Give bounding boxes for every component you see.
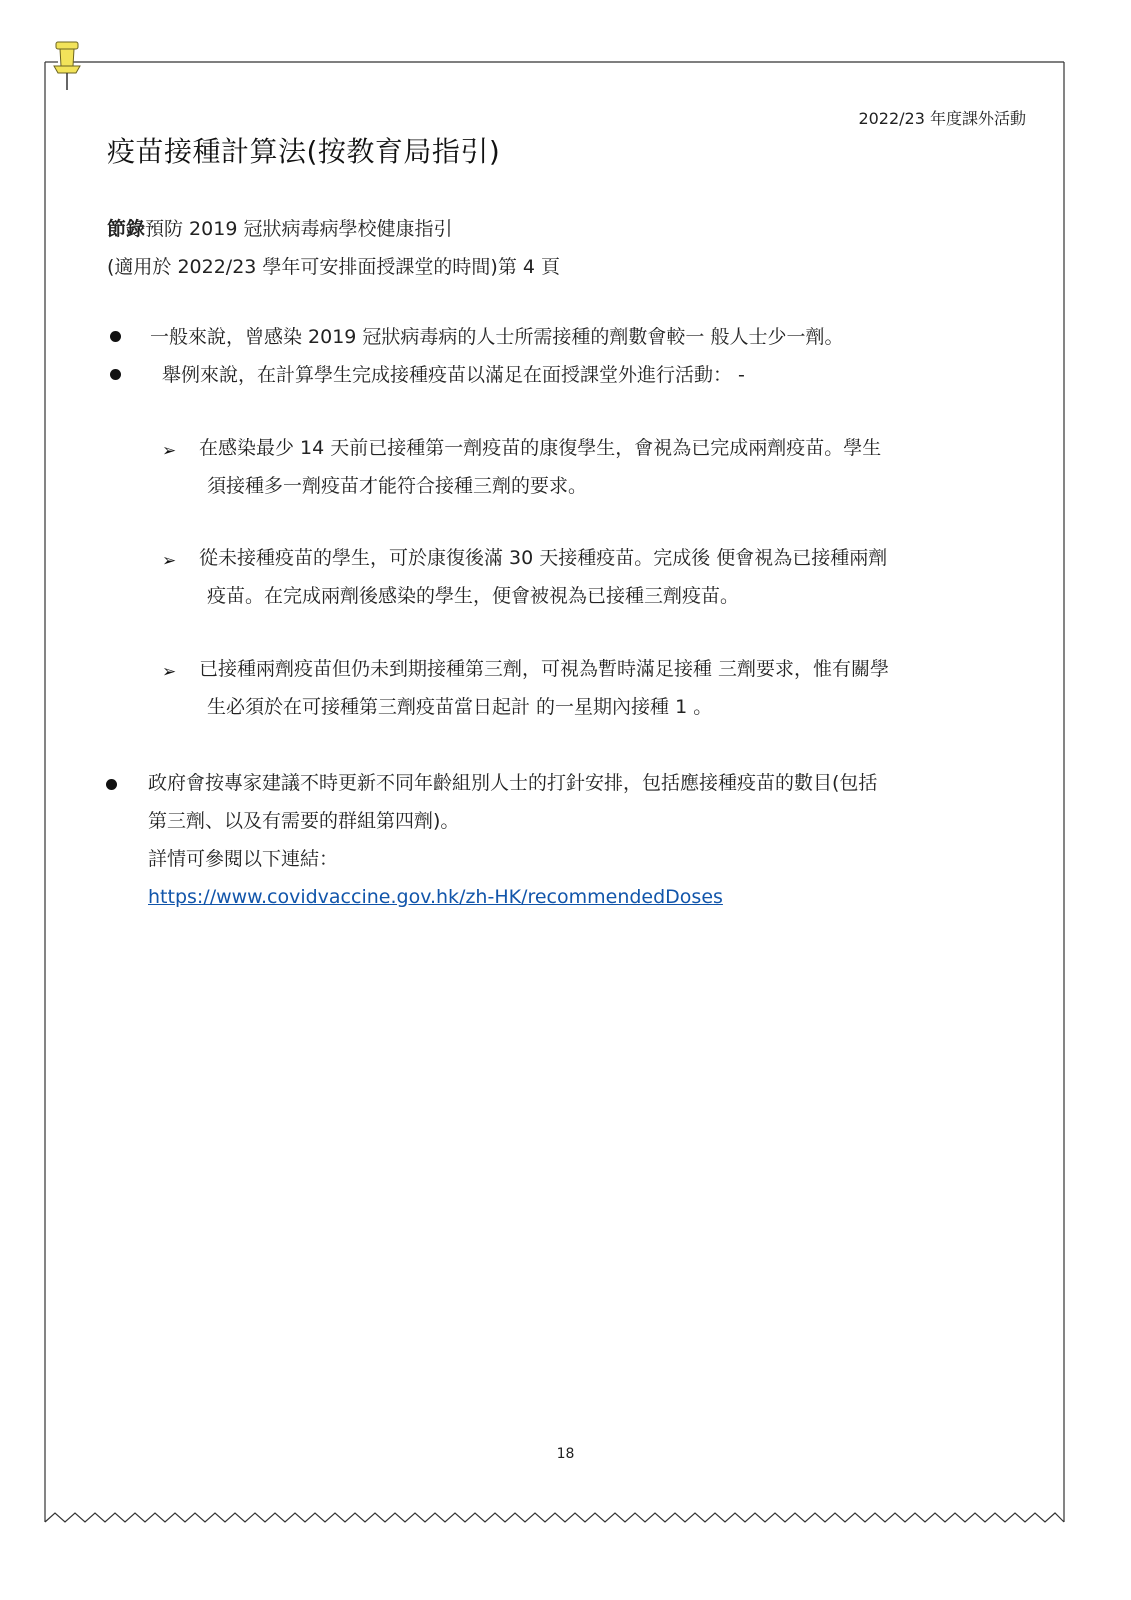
pushpin-icon [46,40,88,92]
bullet-3-line-1: 政府會按專家建議不時更新不同年齡組別人士的打針安排，包括應接種疫苗的數目(包括 [148,772,878,794]
bullet-dot-icon [110,331,121,342]
sub-bullet-1-line-2: 須接種多一劑疫苗才能符合接種三劑的要求。 [207,475,588,497]
arrowhead-bullet-icon: ➢ [162,662,177,682]
sub-bullet-3 [199,650,1029,726]
year-label: 2022/23 年度課外活動 [858,109,1026,128]
arrowhead-bullet-icon: ➢ [162,551,177,571]
vaccine-doses-link[interactable]: https://www.covidvaccine.gov.hk/zh-HK/recommendedDoses [148,886,723,908]
page-title: 疫苗接種計算法(按教育局指引) [107,135,501,168]
bullet-dot-icon [110,369,121,380]
sub-bullet-1 [199,429,1029,505]
sub-bullet-2-line-2: 疫苗。在完成兩劑後感染的學生，便會被視為已接種三劑疫苗。 [207,585,740,607]
sub-bullet-2 [199,539,1029,615]
sub-bullet-3-line-1: 已接種兩劑疫苗但仍未到期接種第三劑，可視為暫時滿足接種 三劑要求，惟有關學 [199,658,890,680]
arrowhead-bullet-icon: ➢ [162,441,177,461]
sub-bullet-2-line-1: 從未接種疫苗的學生，可於康復後滿 30 天接種疫苗。完成後 便會視為已接種兩劑 [199,547,888,569]
source-line-1-text: 預防 2019 冠狀病毒病學校健康指引 [145,218,453,240]
sub-bullet-1-line-1: 在感染最少 14 天前已接種第一劑疫苗的康復學生，會視為已完成兩劑疫苗。學生 [199,437,882,459]
bullet-item-3 [148,764,1028,916]
bullet-3-line-3: 詳情可參閱以下連結： [148,848,339,870]
source-bold-label: 節錄 [107,218,146,240]
bullet-dot-icon [106,779,117,790]
sub-bullet-3-line-2: 生必須於在可接種第三劑疫苗當日起計 的一星期內接種 1 。 [207,696,713,718]
bullet-3-line-2: 第三劑、以及有需要的群組第四劑)。 [148,810,460,832]
source-line-1 [107,214,452,241]
page-number: 18 [556,1446,575,1462]
bullet-item-1: 一般來說，曾感染 2019 冠狀病毒病的人士所需接種的劑數會較一 般人士少一劑。 [150,326,844,348]
bullet-item-2: 舉例來說，在計算學生完成接種疫苗以滿足在面授課堂外進行活動： - [162,364,745,386]
source-line-2: (適用於 2022/23 學年可安排面授課堂的時間)第 4 頁 [107,256,561,278]
